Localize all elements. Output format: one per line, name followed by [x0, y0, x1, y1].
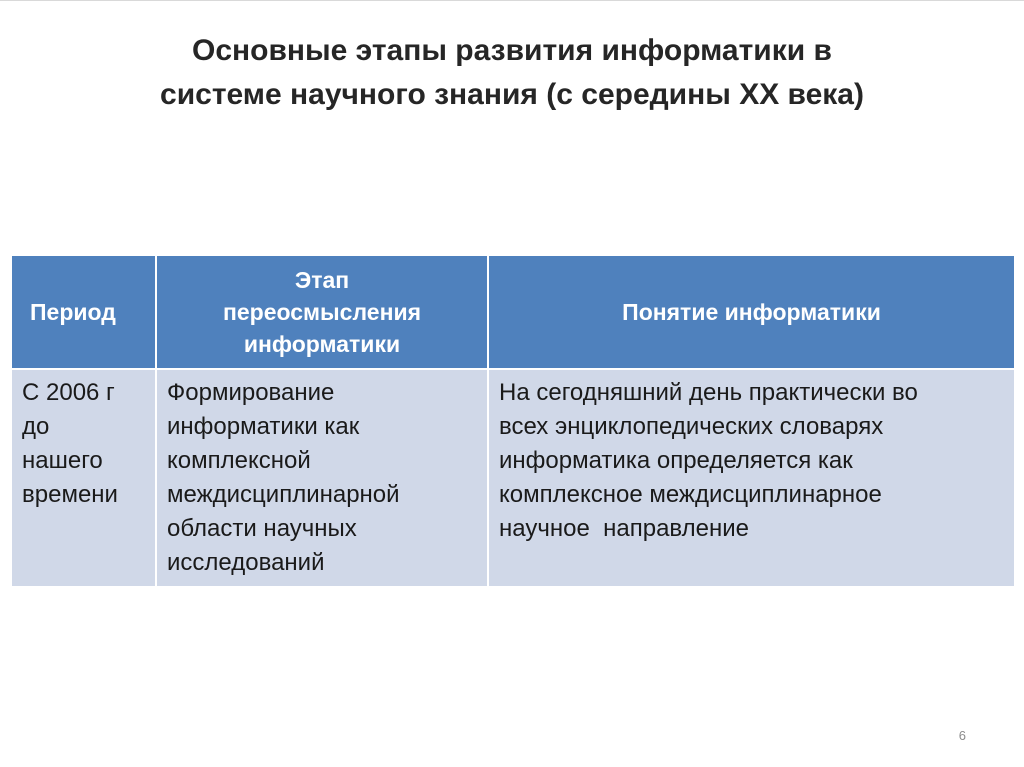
cell-line: междисциплинарной: [167, 481, 400, 508]
cell-line: информатика определяется как: [499, 447, 853, 474]
cell-concept: [488, 369, 1015, 587]
cell-line: времени: [22, 481, 118, 508]
header-concept: Понятие информатики: [488, 255, 1015, 369]
cell-line: комплексное междисциплинарное: [499, 481, 882, 508]
cell-period: [11, 369, 156, 587]
page-number: 6: [958, 728, 966, 743]
title-line-1: Основные этапы развития информатики в: [192, 34, 832, 67]
cell-line: Формирование: [167, 379, 335, 406]
header-stage-line: Этап: [294, 267, 350, 293]
cell-line: нашего: [22, 447, 103, 474]
header-stage-line: информатики: [243, 331, 401, 357]
cell-line: комплексной: [167, 447, 311, 474]
header-stage: [156, 255, 488, 369]
cell-line: научное направление: [499, 515, 749, 542]
cell-line: области научных: [167, 515, 357, 542]
table-row: [11, 369, 1015, 587]
table-header-row: [11, 255, 1015, 369]
title-line-2: системе научного знания (с середины XX века): [160, 78, 864, 111]
cell-line: всех энциклопедических словарях: [499, 413, 884, 440]
cell-line: исследований: [167, 549, 325, 576]
cell-line: до: [22, 413, 50, 440]
cell-stage: [156, 369, 488, 587]
header-stage-line: переосмысления: [222, 299, 422, 325]
cell-line: На сегодняшний день практически во: [499, 379, 918, 406]
header-period: Период: [11, 255, 156, 369]
slide-title: [60, 29, 964, 117]
cell-line: С 2006 г: [22, 379, 115, 406]
stages-table: [10, 254, 1016, 588]
cell-line: информатики как: [167, 413, 360, 440]
